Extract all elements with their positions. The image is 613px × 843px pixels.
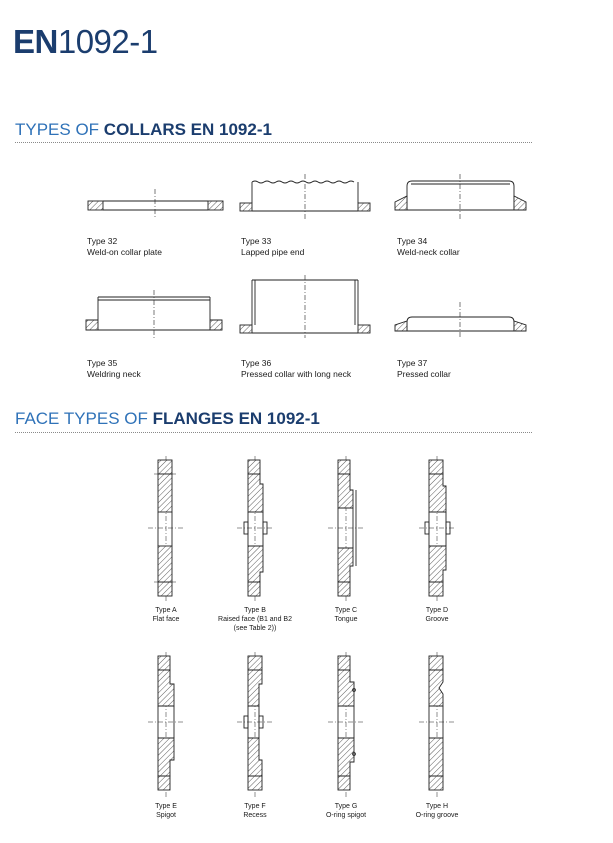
type-32-drawing	[86, 185, 226, 225]
type-36-caption	[241, 358, 351, 380]
type-32-caption	[87, 236, 162, 258]
type-c-drawing	[328, 456, 364, 601]
type-37-drawing	[393, 300, 533, 340]
type-b-caption	[218, 606, 292, 633]
page-title-bold: EN	[13, 23, 58, 60]
type-34-label: Type 34	[397, 236, 428, 246]
type-35-label: Type 35	[87, 358, 118, 368]
type-g-caption	[326, 802, 366, 820]
type-36-label: Type 36	[241, 358, 272, 368]
type-37-caption	[397, 358, 451, 380]
collars-heading-prefix: TYPES OF	[15, 120, 104, 139]
type-e-drawing	[148, 652, 184, 797]
type-b-desc-1: Raised face (B1 and B2	[218, 616, 292, 623]
type-h-desc: O-ring groove	[415, 812, 459, 819]
type-h-caption	[416, 802, 459, 820]
type-34-caption	[397, 236, 460, 258]
type-c-desc: Tongue	[334, 616, 358, 623]
type-h-drawing	[419, 652, 455, 797]
type-e-caption	[155, 802, 177, 820]
type-37-desc: Pressed collar	[397, 369, 451, 379]
type-b-drawing	[237, 456, 273, 601]
faces-heading	[15, 408, 320, 430]
type-g-drawing	[328, 652, 364, 797]
type-f-caption	[243, 802, 266, 820]
type-33-caption	[241, 236, 304, 258]
type-a-caption	[153, 606, 180, 624]
type-c-label: Type C	[334, 607, 358, 614]
type-32-label: Type 32	[87, 236, 118, 246]
type-b-label: Type B	[244, 607, 266, 614]
type-33-label: Type 33	[241, 236, 272, 246]
type-36-drawing	[238, 275, 378, 340]
type-33-drawing	[238, 170, 378, 225]
page-title-rest: 1092-1	[57, 23, 158, 60]
type-e-label: Type E	[155, 803, 177, 810]
type-35-caption	[87, 358, 141, 380]
type-35-desc: Weldring neck	[87, 369, 141, 379]
type-34-drawing	[393, 170, 533, 225]
type-e-desc: Spigot	[156, 812, 176, 819]
type-b-desc-2: (see Table 2))	[233, 625, 277, 632]
type-a-label: Type A	[155, 607, 177, 614]
collars-divider	[15, 142, 532, 143]
type-a-desc: Flat face	[152, 616, 180, 623]
page-title	[13, 22, 158, 62]
type-g-label: Type G	[334, 803, 358, 810]
faces-heading-prefix: FACE TYPES OF	[15, 409, 153, 428]
type-h-label: Type H	[425, 803, 449, 810]
type-32-desc: Weld-on collar plate	[87, 247, 162, 257]
type-g-desc: O-ring spigot	[325, 812, 367, 819]
type-a-drawing	[148, 456, 184, 601]
type-d-drawing	[419, 456, 455, 601]
collars-heading	[15, 119, 272, 141]
type-f-drawing	[237, 652, 273, 797]
type-d-desc: Groove	[425, 616, 449, 623]
type-c-caption	[335, 606, 358, 624]
collars-heading-bold: COLLARS EN 1092-1	[103, 120, 272, 139]
type-36-desc: Pressed collar with long neck	[241, 369, 352, 379]
type-f-label: Type F	[244, 803, 266, 810]
faces-heading-bold: FLANGES EN 1092-1	[152, 409, 320, 428]
type-d-label: Type D	[425, 607, 449, 614]
type-35-drawing	[84, 290, 224, 340]
type-34-desc: Weld-neck collar	[397, 247, 460, 257]
type-d-caption	[426, 606, 449, 624]
type-f-desc: Recess	[243, 812, 267, 819]
type-33-desc: Lapped pipe end	[241, 247, 305, 257]
faces-divider	[15, 432, 532, 433]
type-37-label: Type 37	[397, 358, 428, 368]
